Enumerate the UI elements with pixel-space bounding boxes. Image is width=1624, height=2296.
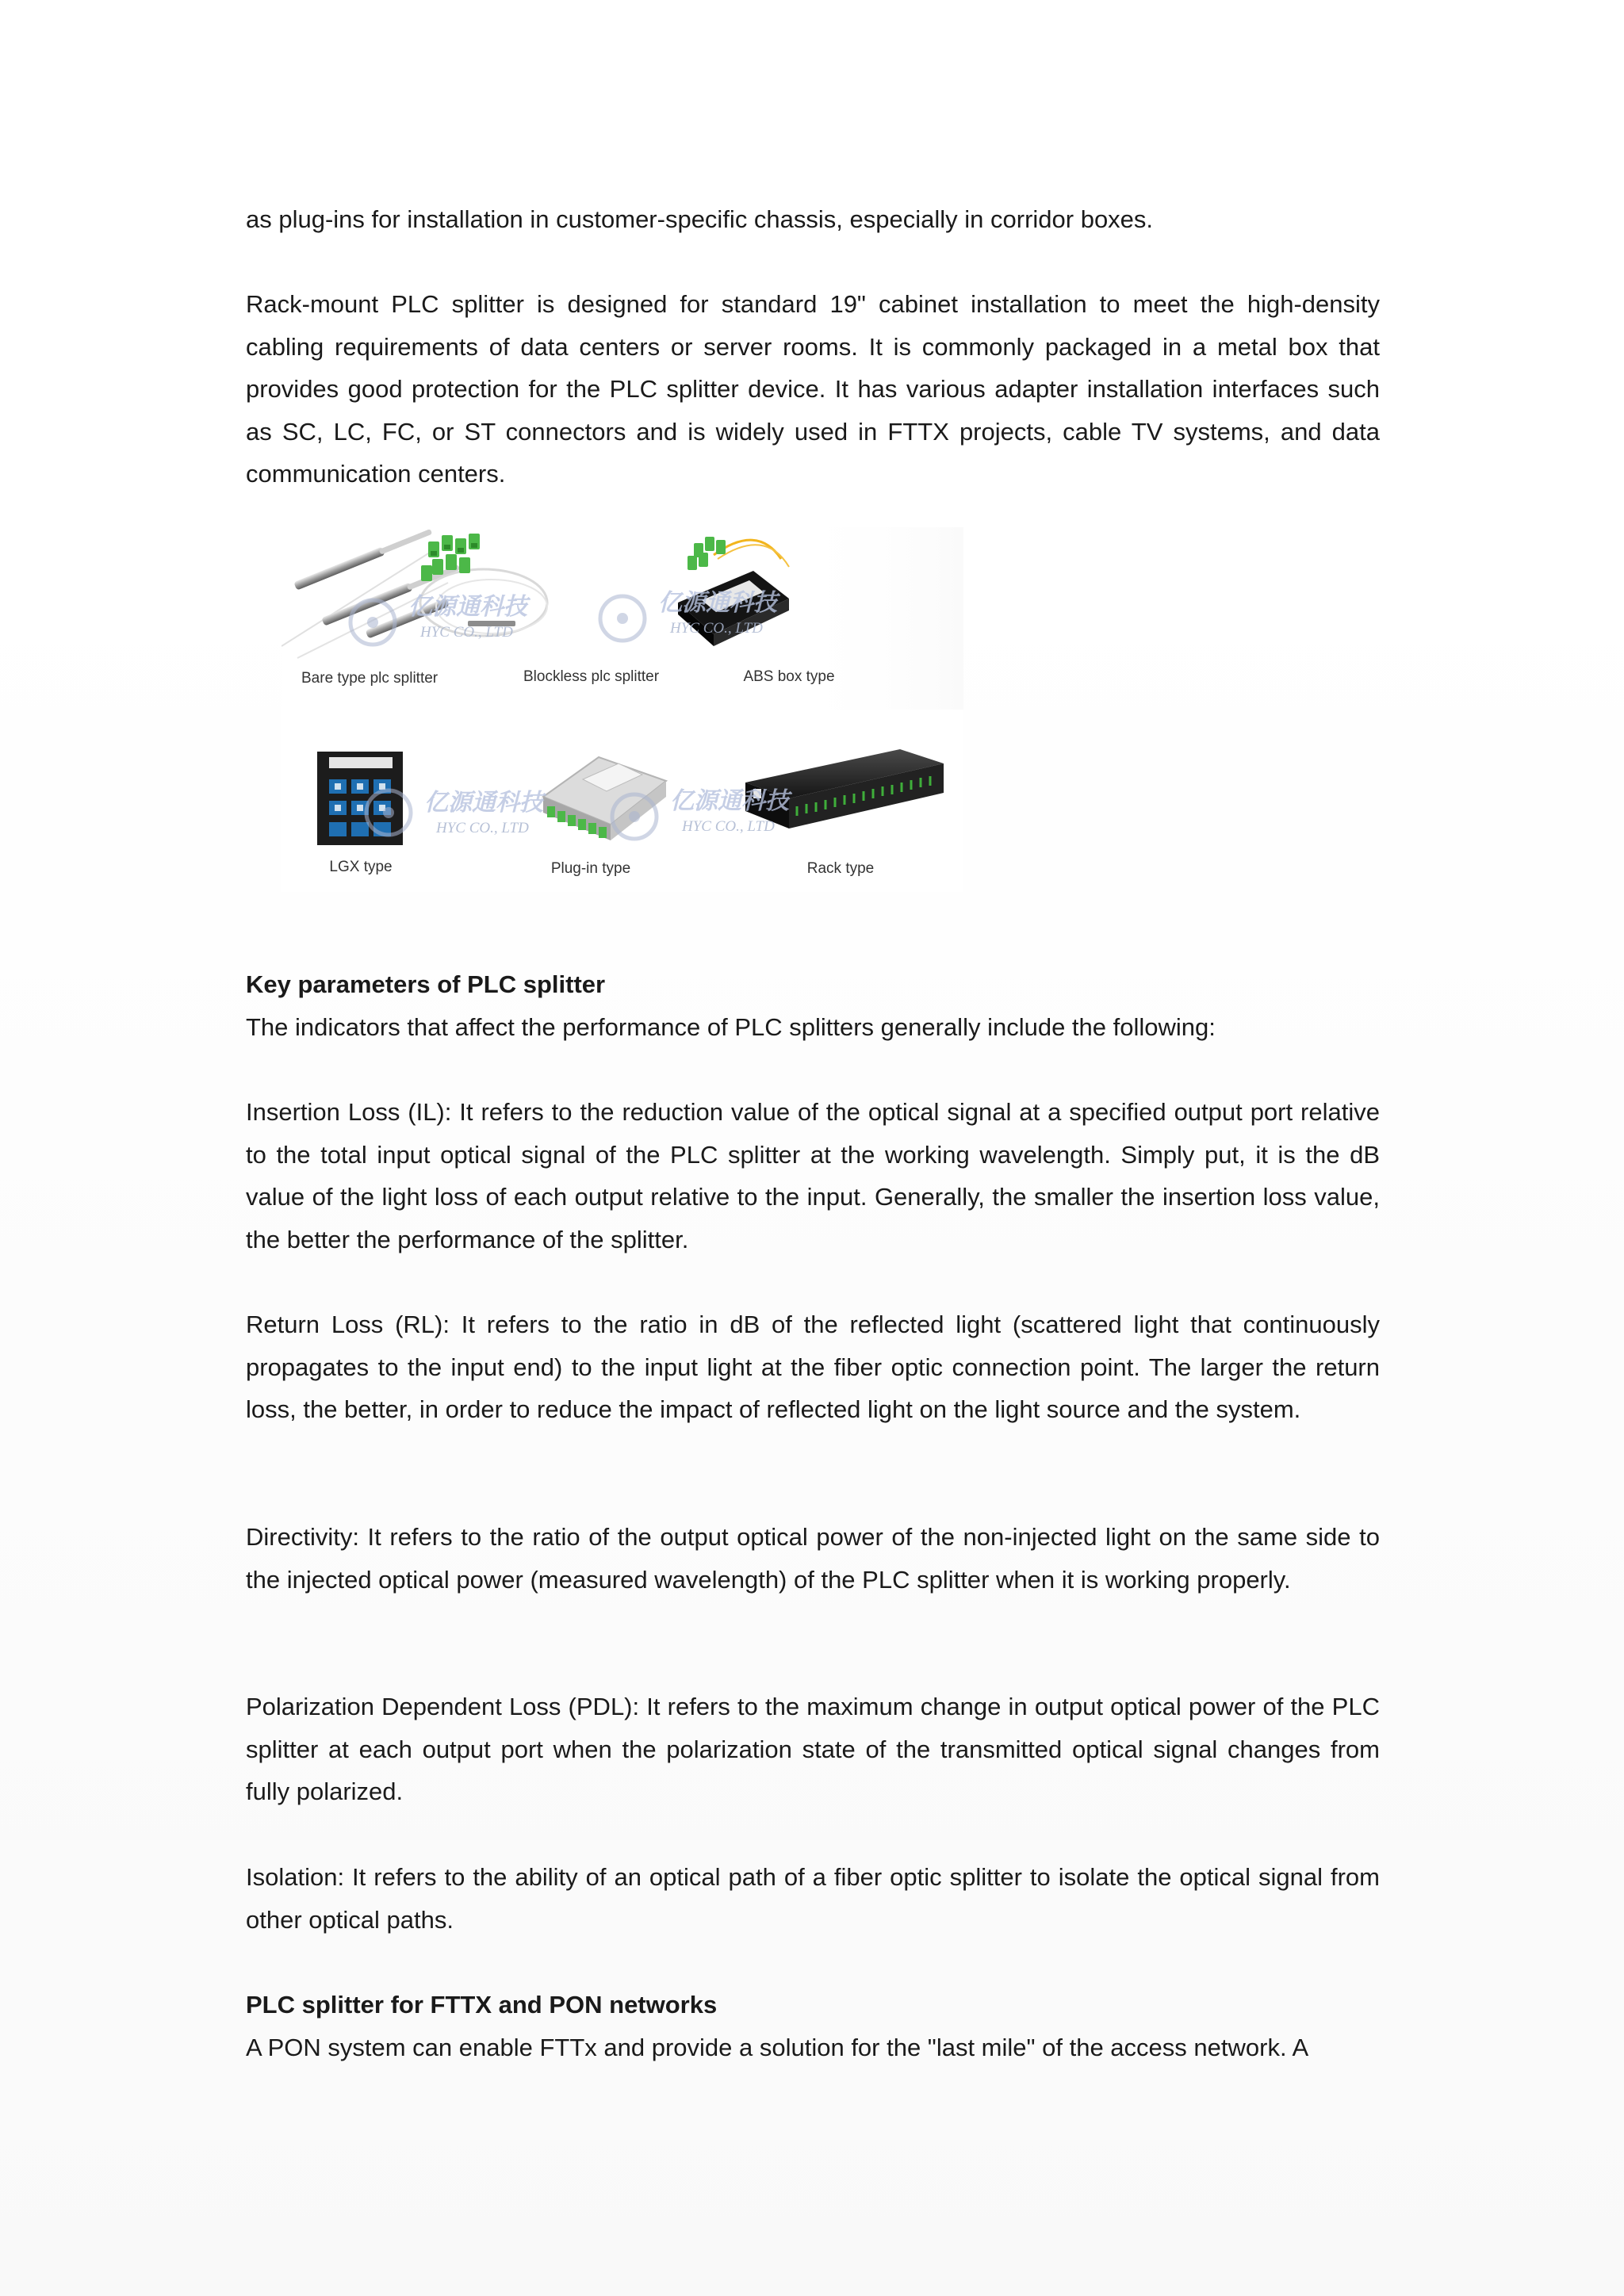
watermark-cn-text: 亿源通科技 [670, 787, 789, 815]
watermark-en-text: HYC CO., LTD [420, 624, 513, 641]
paragraph-directivity [246, 1516, 1380, 1601]
paragraph-insertion-loss [246, 1091, 1380, 1261]
pon-text: A PON system can enable FTTx and provide a solution for the "last mile" of the access network. A [246, 2033, 1309, 2061]
paragraph-return-loss [246, 1303, 1380, 1431]
paragraph-pdl [246, 1686, 1380, 1813]
label-plugin: Plug-in type [550, 860, 631, 877]
directivity-text: Directivity: It refers to the ratio of the output optical power of the non-injected light on the same side to the injected optical power (measured wavelength) of the PLC splitter when it is working properly. [246, 1523, 1380, 1594]
watermark-en-text: HYC CO., LTD [670, 620, 763, 637]
watermark-cn-text: 亿源通科技 [658, 589, 777, 617]
paragraph-rack-mount [246, 283, 1380, 496]
watermark-cn-text: 亿源通科技 [408, 593, 527, 621]
label-abs-box: ABS box type [743, 668, 835, 685]
label-rack: Rack type [806, 860, 875, 877]
rack-mount-text: Rack-mount PLC splitter is designed for standard 19" cabinet installation to meet the high-density cabling requirements of data centers or server rooms. It is commonly packaged in a metal box that provides good protection for the PLC splitter device. It has various adapter installation interfaces such as SC, LC, FC, or ST connectors and is widely used in FTTX projects, cable TV systems, and data communication centers. [246, 290, 1380, 488]
plc-splitter-types-figure [282, 527, 963, 892]
label-blockless: Blockless plc splitter [523, 668, 660, 685]
isolation-text: Isolation: It refers to the ability of an optical path of a fiber optic splitter to isolate the optical signal from other optical paths. [246, 1863, 1380, 1934]
paragraph-intro [246, 198, 1380, 241]
pon-heading: PLC splitter for FTTX and PON networks [246, 1991, 718, 2019]
section-pon-networks [246, 1984, 1380, 2068]
watermark-cn-text: 亿源通科技 [424, 789, 543, 817]
label-bare-type: Bare type plc splitter [301, 670, 439, 687]
watermark-en-text: HYC CO., LTD [682, 818, 775, 835]
key-parameters-heading: Key parameters of PLC splitter [246, 970, 606, 998]
pdl-text: Polarization Dependent Loss (PDL): It refers to the maximum change in output optical power of the PLC splitter at each output port when the polarization state of the transmitted optical signal changes from fully polarized. [246, 1693, 1380, 1806]
key-parameters-intro: The indicators that affect the performance of PLC splitters generally include the following: [246, 1012, 1216, 1041]
insertion-loss-text: Insertion Loss (IL): It refers to the reduction value of the optical signal at a specified output port relative to the total input optical signal of the PLC splitter at the working wavelength. Simply put, it is the dB value of the light loss of each output relative to the input. Generally, the smaller the insertion loss value, the better the performance of the splitter. [246, 1098, 1380, 1253]
paragraph-isolation [246, 1856, 1380, 1941]
lgx-type-image [317, 752, 403, 845]
watermark-en-text: HYC CO., LTD [436, 820, 529, 836]
intro-text: as plug-ins for installation in customer-specific chassis, especially in corridor boxes. [246, 205, 1154, 233]
label-lgx: LGX type [329, 859, 393, 875]
return-loss-text: Return Loss (RL): It refers to the ratio in dB of the reflected light (scattered light that continuously propagates to the input end) to the input light at the fiber optic connection point. The larger the return loss, the better, in order to reduce the impact of reflected light on the light source and the system. [246, 1311, 1380, 1424]
section-key-parameters [246, 963, 1380, 1048]
